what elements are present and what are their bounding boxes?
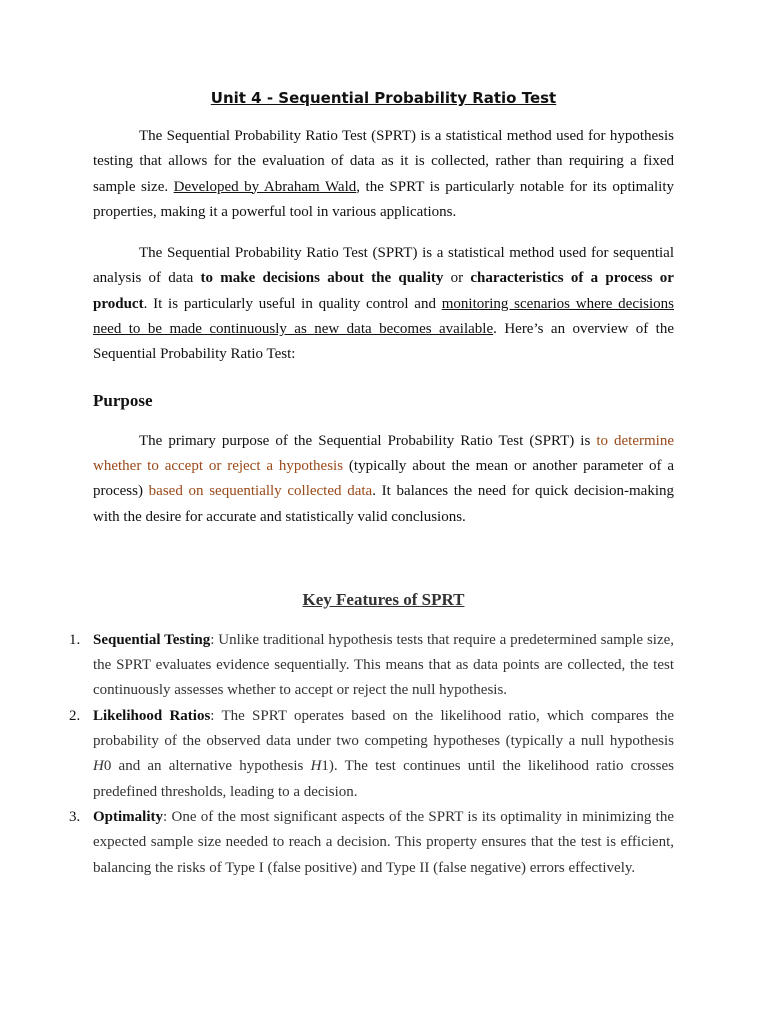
key-features-list (69, 628, 675, 881)
purpose-text-3: . It balances the need for quick decision-making with the desire for accurate and statistically valid conclusions. (93, 483, 674, 525)
list-item-label: Likelihood Ratios (93, 707, 211, 724)
list-item-text: : The SPRT operates based on the likelihood ratio, which compares the probability of the observed data under two competing hypotheses (typically a null hypothesis (93, 707, 675, 750)
list-item-text: ). The test continues until the likelihood ratio crosses predefined thresholds, leading to a decision. (93, 758, 675, 800)
overview-bold-1: to make decisions about the quality (200, 270, 444, 287)
intro-text-2: , the SPRT is particularly notable for its optimality properties, making it a powerful tool in various applications. (93, 178, 675, 220)
list-item-number: 3. (69, 808, 81, 825)
list-item-text: : Unlike traditional hypothesis tests that require a predetermined sample size, the SPRT evaluates evidence sequentially. This means that as data points are collected, the test continuously assesses whether to accept or reject the null hypothesis. (93, 631, 675, 699)
purpose-highlight-2: based on sequentially collected data (148, 483, 373, 500)
overview-text-1: The Sequential Probability Ratio Test (SPRT) is a statistical method used for sequential analysis of data (93, 245, 674, 287)
overview-paragraph (93, 241, 674, 367)
purpose-heading: Purpose (93, 390, 153, 410)
overview-text-3: . It is particularly useful in quality control and (143, 295, 442, 312)
purpose-text-2: (typically about the mean or another parameter of a process) (93, 457, 674, 500)
list-item-text: : One of the most significant aspects of the SPRT is its optimality in minimizing the expected sample size needed to reach a decision. This property ensures that the test is efficient, balancing the risks of Type I (false positive) and Type II (false negative) errors effectively. (93, 808, 674, 876)
overview-text-2: or (443, 270, 471, 287)
list-item (69, 704, 675, 805)
list-item-label: Sequential Testing (93, 631, 211, 648)
list-item-text: and an alternative hypothesis (111, 758, 311, 775)
purpose-paragraph (93, 429, 674, 530)
purpose-text-1: The primary purpose of the Sequential Probability Ratio Test (SPRT) is (139, 432, 597, 449)
overview-underline: monitoring scenarios where decisions need to be made continuously as new data becomes available (93, 295, 674, 338)
key-features-heading: Key Features of SPRT (302, 589, 465, 609)
list-item (69, 628, 675, 704)
document-page (69, 88, 675, 881)
overview-bold-2: characteristics of a process or product (93, 270, 674, 312)
page-title: Unit 4 - Sequential Probability Ratio Test (210, 89, 557, 107)
list-item-label: Optimality (93, 808, 163, 825)
intro-text-1: The Sequential Probability Ratio Test (SPRT) is a statistical method used for hypothesis testing that allows for the evaluation of data as it is collected, rather than requiring a fixed sample size. (93, 128, 674, 195)
h0-subscript: 0 (103, 758, 112, 775)
purpose-highlight-1: to determine whether to accept or reject a hypothesis (93, 432, 674, 474)
list-item-number: 2. (69, 707, 81, 724)
h1-variable: H (310, 758, 322, 775)
h1-subscript: 1 (321, 758, 329, 775)
list-item-number: 1. (69, 631, 81, 648)
wald-reference: Developed by Abraham Wald (173, 178, 357, 195)
overview-text-4: . Here’s an overview of the Sequential Probability Ratio Test: (93, 321, 675, 363)
intro-paragraph (93, 124, 674, 225)
h0-variable: H (93, 758, 104, 775)
list-item (69, 805, 674, 881)
